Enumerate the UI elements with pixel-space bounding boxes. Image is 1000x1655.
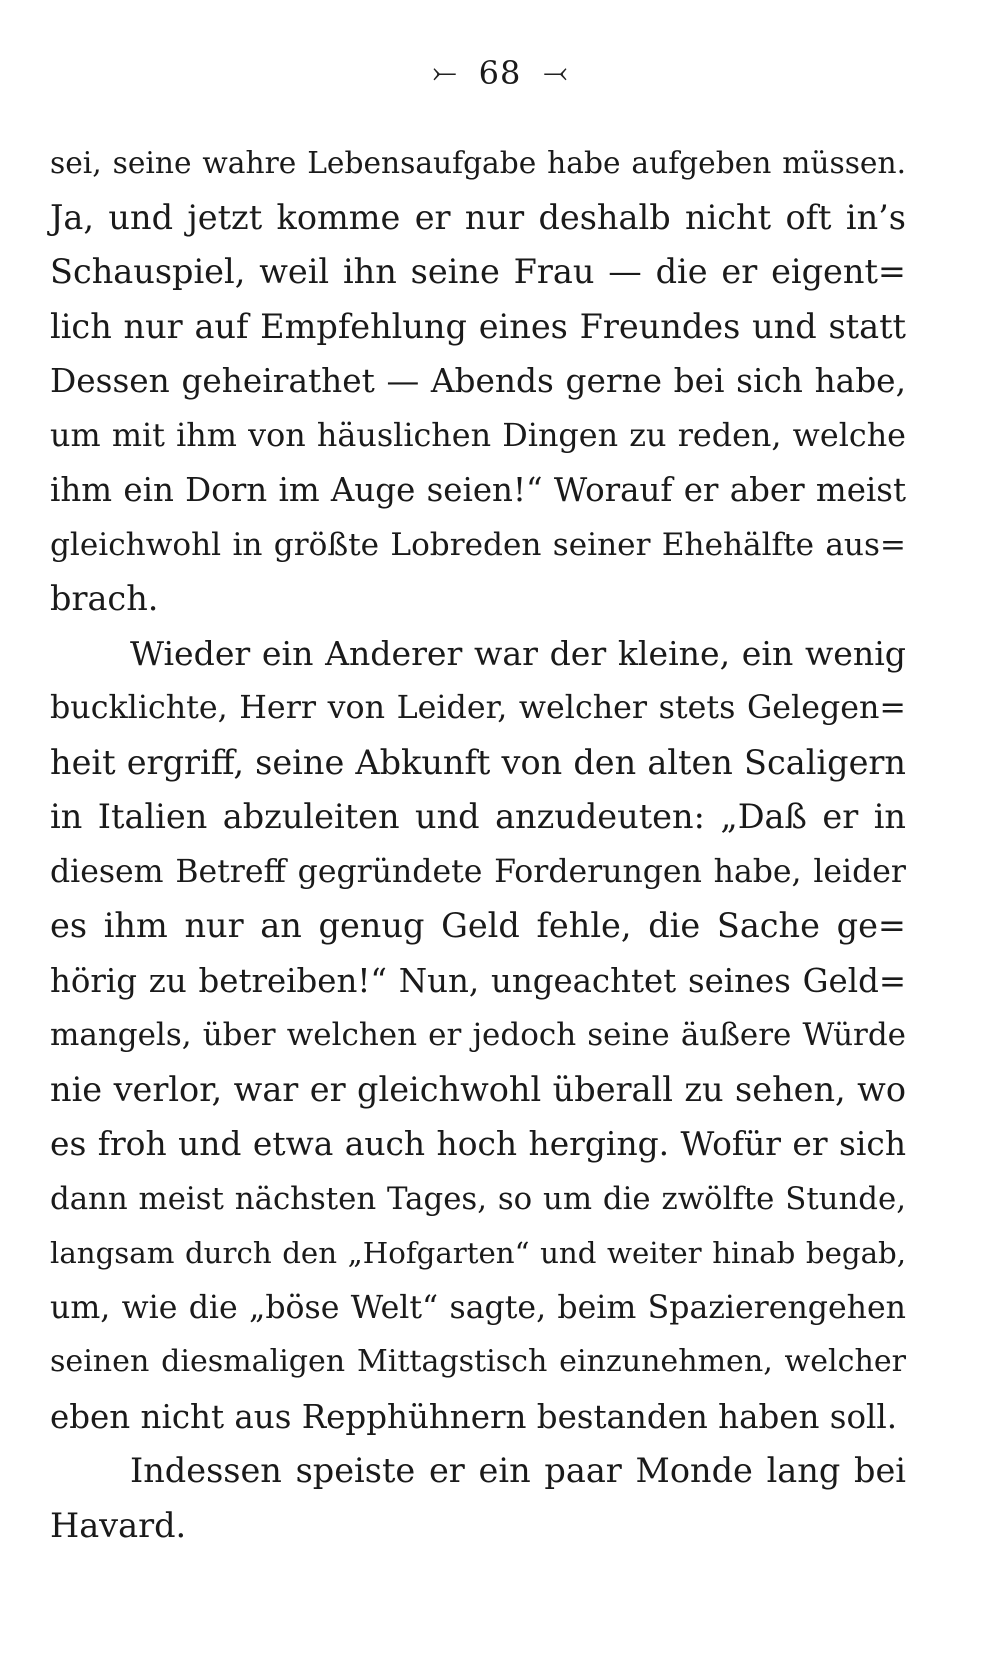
- text-line: um mit ihm von häuslichen Dingen zu reden, welche: [50, 416, 906, 454]
- right-arrow-ornament-icon: ⤙: [543, 55, 568, 90]
- text-line: gleichwohl in größte Lobreden seiner Ehehälfte aus=: [50, 526, 906, 563]
- text-line: um, wie die „böse Welt“ sagte, beim Spazierengehen: [50, 1289, 906, 1326]
- text-line: ihm ein Dorn im Auge seien!“ Worauf er aber meist: [50, 471, 906, 509]
- paragraph-end-line: Havard.: [50, 1505, 187, 1545]
- text-line: sei, seine wahre Lebensaufgabe habe aufgeben müssen.: [50, 145, 906, 180]
- text-line: diesem Betreff gegründete Forderungen habe, leider: [50, 853, 906, 890]
- text-line: heit ergriff, seine Abkunft von den alten Scaligern: [50, 742, 906, 782]
- text-line: seinen diesmaligen Mittagstisch einzunehmen, welcher: [50, 1344, 906, 1379]
- text-line: mangels, über welchen er jedoch seine äußere Würde: [50, 1017, 906, 1053]
- page-header: [0, 48, 1000, 98]
- text-line: dann meist nächsten Tages, so um die zwölfte Stunde,: [50, 1180, 906, 1217]
- text-line: hörig zu betreiben!“ Nun, ungeachtet seines Geld=: [50, 961, 906, 1000]
- body-text: [50, 136, 906, 1553]
- text-line: in Italien abzuleiten und anzudeuten: „Daß er in: [50, 797, 906, 836]
- text-line: bucklichte, Herr von Leider, welcher stets Gelegen=: [50, 690, 906, 726]
- left-arrow-ornament-icon: ⤚: [432, 55, 457, 90]
- text-line: es froh und etwa auch hoch herging. Wofür er sich: [50, 1124, 906, 1163]
- paragraph-start-line: Indessen speiste er ein paar Monde lang bei: [130, 1451, 906, 1490]
- text-line: es ihm nur an genug Geld fehle, die Sache ge=: [50, 906, 906, 945]
- text-line: lich nur auf Empfehlung eines Freundes und statt: [50, 306, 906, 346]
- text-line: nie verlor, war er gleichwohl überall zu sehen, wo: [50, 1069, 906, 1109]
- text-line: Ja, und jetzt komme er nur deshalb nicht oft in’s: [50, 197, 906, 237]
- page-number: 68: [478, 54, 522, 92]
- text-line: Schauspiel, weil ihn seine Frau — die er eigent=: [50, 252, 906, 291]
- text-line: Dessen geheirathet — Abends gerne bei sich habe,: [50, 362, 906, 400]
- paragraph-start-line: Wieder ein Anderer war der kleine, ein wenig: [130, 633, 906, 673]
- paragraph-end-line: eben nicht aus Repphühnern bestanden haben soll.: [50, 1397, 898, 1436]
- paragraph-end-line: brach.: [50, 579, 159, 618]
- text-line: langsam durch den „Hofgarten“ und weiter hinab begab,: [50, 1236, 906, 1270]
